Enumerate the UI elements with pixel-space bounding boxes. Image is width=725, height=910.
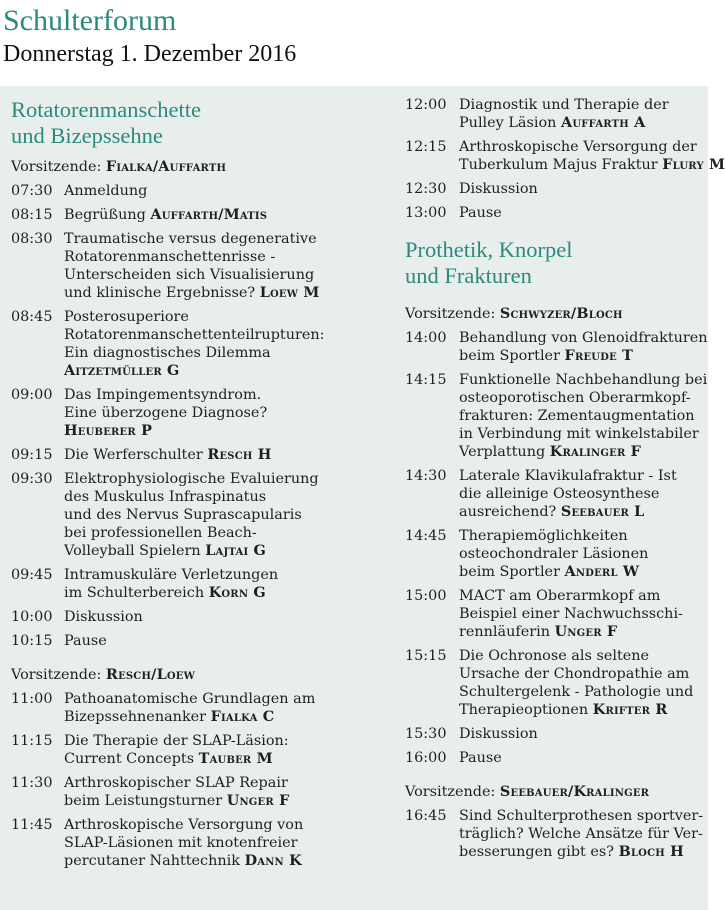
item-line: Therapiemöglichkeiten — [459, 528, 628, 544]
speaker-name: Flury M — [662, 156, 725, 173]
item-line: Ein diagnostisches Dilemma — [64, 345, 271, 361]
item-text: Pause — [459, 205, 502, 221]
item-line: Die Ochronose als seltene — [459, 648, 650, 664]
item-line: Beispiel einer Nachwuchsschi- — [459, 606, 683, 622]
item-text: Pause — [459, 750, 502, 766]
item-line: Verplattung — [459, 444, 550, 460]
program-item — [11, 732, 303, 768]
program-panel — [0, 86, 725, 910]
item-time: 08:30 — [11, 231, 53, 247]
item-line: SLAP-Läsionen mit knotenfreier — [64, 835, 298, 851]
speaker-name: Auffarth A — [561, 114, 646, 131]
chair-line — [11, 666, 303, 684]
program-item — [405, 204, 705, 222]
item-text — [64, 230, 320, 302]
item-text — [64, 470, 319, 560]
item-line: Volleyball Spielern — [64, 543, 206, 559]
program-item — [405, 467, 705, 521]
speaker-name: Kralinger F — [549, 443, 642, 460]
item-time: 09:00 — [11, 387, 53, 403]
program-item — [405, 96, 705, 132]
program-item — [405, 749, 705, 767]
item-time: 14:45 — [405, 528, 447, 544]
item-line: ausreichend? — [459, 504, 561, 520]
page-header — [0, 0, 708, 86]
item-line: rennläuferin — [459, 624, 555, 640]
item-text — [64, 206, 303, 224]
item-time: 12:00 — [405, 97, 447, 113]
item-line: Current Concepts — [64, 751, 199, 767]
speaker-name: Fialka C — [210, 708, 275, 725]
program-item — [11, 608, 303, 626]
item-text — [64, 446, 303, 464]
item-text: Pause — [64, 633, 107, 649]
program-item — [405, 329, 708, 365]
item-text — [459, 371, 707, 461]
item-line: bei professionellen Beach- — [64, 525, 257, 541]
item-line: Arthroskopische Versorgung von — [64, 817, 304, 833]
item-text — [459, 527, 705, 581]
chair-line — [11, 158, 303, 176]
program-item — [11, 446, 303, 464]
item-text — [64, 732, 303, 768]
item-time: 11:45 — [11, 817, 53, 833]
item-line: Bizepssehnenanker — [64, 709, 211, 725]
item-line: Intramuskuläre Verletzungen — [64, 567, 279, 583]
item-text — [459, 138, 725, 174]
item-line: Ursache der Chondropathie am — [459, 666, 690, 682]
item-time: 12:30 — [405, 181, 447, 197]
item-line: Pathoanatomische Grundlagen am — [64, 691, 316, 707]
item-line: und des Nervus Suprascapularis — [64, 507, 302, 523]
item-line: Das Impingementsyndrom. — [64, 387, 262, 403]
item-time: 14:00 — [405, 330, 447, 346]
item-line: Elektrophysiologische Evaluierung — [64, 471, 319, 487]
item-line: Rotatorenmanschettenrisse - — [64, 249, 276, 265]
right-column — [405, 86, 725, 861]
item-text — [64, 566, 303, 602]
speaker-name: Krifter R — [592, 701, 668, 718]
program-item — [405, 371, 708, 461]
item-line: besserungen gibt es? — [459, 844, 619, 860]
item-line: Pulley Läsion — [459, 115, 562, 131]
section-title-rotatorenmanschette — [11, 97, 303, 149]
item-text — [459, 647, 705, 719]
section-title-line: Prothetik, Knorpel — [405, 237, 573, 262]
item-line: Anmeldung — [64, 183, 148, 199]
speaker-name: Korn G — [208, 584, 266, 601]
page-title: Schulterforum — [3, 4, 177, 37]
chair-line — [405, 305, 705, 323]
item-time: 16:45 — [405, 808, 447, 824]
speaker-name: Lajtai G — [205, 542, 267, 559]
item-line: MACT am Oberarmkopf am — [459, 588, 661, 604]
item-line: Diagnostik und Therapie der — [459, 97, 669, 113]
chair-label: Vorsitzende: — [405, 784, 500, 800]
speaker-name: Freude T — [564, 347, 634, 364]
item-line: Behandlung von Glenoidfrakturen — [459, 330, 708, 346]
item-time: 10:15 — [11, 633, 53, 649]
chair-names: Resch/Loew — [105, 666, 196, 683]
speaker-name: Loew M — [259, 284, 320, 301]
item-line: percutaner Nahttechnik — [64, 853, 245, 869]
item-time: 15:00 — [405, 588, 447, 604]
item-line: osteochondraler Läsionen — [459, 546, 649, 562]
chair-names: Seebauer/Kralinger — [499, 783, 650, 800]
item-line: Schultergelenk - Pathologie und — [459, 684, 694, 700]
item-line: in Verbindung mit winkelstabiler — [459, 426, 699, 442]
item-text — [459, 96, 705, 132]
program-item — [405, 180, 705, 198]
speaker-name: Heuberer P — [64, 422, 153, 439]
item-text — [459, 329, 708, 365]
program-item — [11, 386, 303, 440]
program-item — [11, 230, 320, 302]
item-line: Funktionelle Nachbehandlung bei — [459, 372, 708, 388]
section-title-line: Rotatorenmanschette — [11, 97, 201, 122]
item-time: 10:00 — [11, 609, 53, 625]
program-item — [11, 816, 303, 870]
item-line: und klinische Ergebnisse? — [64, 285, 260, 301]
program-item — [405, 138, 725, 174]
speaker-name: Aitzetmüller G — [64, 362, 180, 379]
program-item — [11, 470, 319, 560]
item-time: 16:00 — [405, 750, 447, 766]
item-time: 08:45 — [11, 309, 53, 325]
item-text — [64, 386, 303, 440]
item-text: Diskussion — [64, 609, 143, 625]
item-line: Arthroskopische Versorgung der — [459, 139, 697, 155]
program-item — [11, 566, 303, 602]
speaker-name: Seebauer L — [560, 503, 645, 520]
speaker-name: Resch H — [207, 446, 272, 463]
program-item — [11, 206, 303, 224]
item-time: 11:00 — [11, 691, 53, 707]
speaker-name: Anderl W — [564, 563, 640, 580]
program-item — [11, 308, 325, 380]
item-time: 12:15 — [405, 139, 447, 155]
item-time: 08:15 — [11, 207, 53, 223]
item-text — [459, 807, 705, 861]
item-line: beim Sportler — [459, 348, 565, 364]
item-line: die alleinige Osteosynthese — [459, 486, 660, 502]
item-time: 14:15 — [405, 372, 447, 388]
item-text — [459, 587, 705, 641]
item-line: beim Sportler — [459, 564, 565, 580]
speaker-name: Auffarth/Matis — [150, 206, 268, 223]
item-line: frakturen: Zementaugmentation — [459, 408, 695, 424]
item-line: Die Therapie der SLAP-Läsion: — [64, 733, 289, 749]
section-title-line: und Bizepssehne — [11, 123, 163, 148]
program-item — [405, 527, 705, 581]
item-time: 14:30 — [405, 468, 447, 484]
item-text — [64, 308, 324, 380]
item-line: Therapieoptionen — [459, 702, 593, 718]
item-time: 15:30 — [405, 726, 447, 742]
item-line: Begrüßung — [64, 207, 151, 223]
speaker-name: Unger F — [226, 792, 290, 809]
speaker-name: Unger F — [554, 623, 618, 640]
item-time: 09:15 — [11, 447, 53, 463]
item-line: Traumatische versus degenerative — [64, 231, 317, 247]
speaker-name: Dann K — [244, 852, 302, 869]
item-text: Diskussion — [459, 726, 538, 742]
program-item — [405, 587, 705, 641]
item-text — [64, 182, 303, 200]
item-text — [459, 467, 705, 521]
item-time: 09:30 — [11, 471, 53, 487]
item-line: osteoporotischen Oberarmkopf- — [459, 390, 691, 406]
program-item — [405, 807, 705, 861]
program-item — [405, 647, 705, 719]
item-line: Posterosuperiore — [64, 309, 189, 325]
item-line: Sind Schulterprothesen sportver- — [459, 808, 704, 824]
item-time: 07:30 — [11, 183, 53, 199]
program-item — [11, 690, 316, 726]
item-time: 09:45 — [11, 567, 53, 583]
chair-label: Vorsitzende: — [11, 667, 106, 683]
item-line: im Schulterbereich — [64, 585, 209, 601]
item-line: Tuberkulum Majus Fraktur — [459, 157, 663, 173]
item-line: beim Leistungsturner — [64, 793, 227, 809]
chair-names: Fialka/Auffarth — [105, 158, 227, 175]
chair-label: Vorsitzende: — [11, 159, 106, 175]
item-line: Laterale Klavikulafraktur - Ist — [459, 468, 677, 484]
left-column — [11, 86, 325, 870]
chair-label: Vorsitzende: — [405, 306, 500, 322]
item-text — [64, 690, 315, 726]
chair-names: Schwyzer/Bloch — [499, 305, 623, 322]
program-item — [11, 182, 303, 200]
item-time: 15:15 — [405, 648, 447, 664]
program-item — [11, 774, 303, 810]
program-item — [405, 725, 705, 743]
section-title-prothetik — [405, 237, 705, 289]
item-time: 11:15 — [11, 733, 53, 749]
item-text — [64, 774, 303, 810]
program-item — [11, 632, 303, 650]
item-text — [64, 816, 303, 870]
speaker-name: Bloch H — [618, 843, 684, 860]
chair-line — [405, 783, 705, 801]
item-line: des Muskulus Infraspinatus — [64, 489, 267, 505]
section-title-line: und Frakturen — [405, 263, 532, 288]
speaker-name: Tauber M — [198, 750, 273, 767]
item-line: Eine überzogene Diagnose? — [64, 405, 268, 421]
event-date: Donnerstag 1. Dezember 2016 — [3, 41, 297, 67]
item-line: Unterscheiden sich Visualisierung — [64, 267, 315, 283]
item-time: 13:00 — [405, 205, 447, 221]
item-line: Die Werferschulter — [64, 447, 208, 463]
item-line: Rotatorenmanschettenteilrupturen: — [64, 327, 325, 343]
item-time: 11:30 — [11, 775, 53, 791]
item-text: Diskussion — [459, 181, 538, 197]
item-line: träglich? Welche Ansätze für Ver- — [459, 826, 703, 842]
item-line: Arthroskopischer SLAP Repair — [64, 775, 288, 791]
